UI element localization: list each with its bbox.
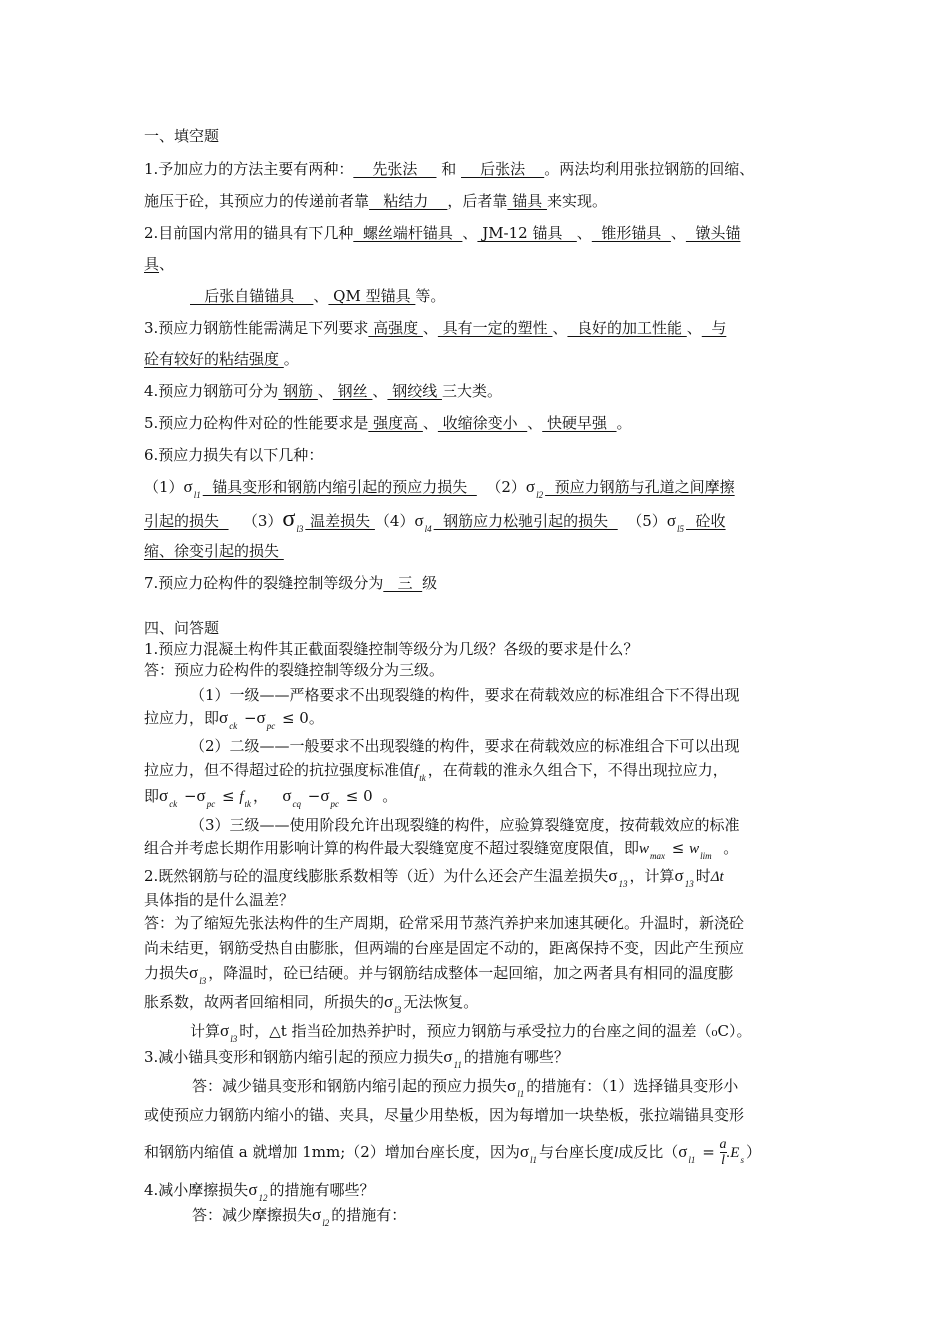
question-6-title: 6.预应力损失有以下几种：	[144, 446, 324, 464]
answer-blank: 与	[701, 319, 727, 337]
section-title-fill-blank: 一、填空题	[144, 127, 220, 145]
question-2-line-2: 具、	[144, 255, 175, 273]
answer-blank: 锥形锚具	[591, 224, 671, 242]
answer-blank: 砼有较好的粘结强度	[144, 350, 284, 368]
qa3-answer-2: 或使预应力钢筋内缩小的锚、夹具，尽量少用垫板，因为每增加一块垫板，张拉端锚具变形	[144, 1106, 745, 1124]
answer-blank: 锚具	[507, 192, 547, 210]
answer-blank: 高强度	[368, 319, 423, 337]
qa1-level-1-b: 拉应力，即$\sigma_{ck} -\sigma_{pc} \le 0$。	[144, 708, 324, 731]
answer-blank: 螺丝端杆锚具	[353, 224, 463, 242]
qa1-level-2-b: 拉应力，但不得超过砼的抗拉强度标准值$f_{tk}$ ，在荷载的淮永久组合下，不得出现拉应力，	[144, 761, 728, 783]
qa4-question: 4.减小摩擦损失$\sigma_{12}$ 的措施有哪些？	[144, 1180, 375, 1203]
qa2-answer-3: 力损失$\sigma_{l3}$ ，降温时，砼已结硬。并与钢筋结成整体一起回缩，加之两者具有相同的温度膨	[144, 963, 734, 986]
answer-blank: 引起的损失	[144, 512, 229, 530]
answer-blank: 锚具变形和钢筋内缩引起的预应力损失	[202, 478, 477, 496]
answer-blank: JM-12 锚具	[477, 224, 577, 242]
question-2-line-1: 2.目前国内常用的锚具有下几种 螺丝端杆锚具 、 JM-12 锚具 、 锥形锚具 、 镦头锚	[144, 224, 741, 242]
question-1-line-2: 施压于砼，其预应力的传递前者靠 粘结力 ，后者靠 锚具 来实现。	[144, 192, 607, 210]
question-6-line-3	[144, 541, 284, 561]
answer-blank: 先张法	[353, 160, 437, 178]
qa1-level-3-a: （3）三级——使用阶段允许出现裂缝的构件，应验算裂缝宽度，按荷载效应的标准	[190, 816, 740, 834]
question-2-line-3: 后张自锚锚具 、 QM 型锚具 等。	[190, 287, 446, 305]
section-title-qa: 四、问答题	[144, 619, 220, 637]
qa1-level-2-a: （2）二级——一般要求不出现裂缝的构件，要求在荷载效应的标准组合下可以出现	[190, 737, 740, 755]
answer-blank: 钢筋	[278, 382, 318, 400]
question-3-line-2: 砼有较好的粘结强度 。	[144, 350, 299, 368]
fraction-a-over-l: $\frac{a}{l}$	[719, 1137, 727, 1168]
answer-blank: 后张自锚锚具	[190, 287, 314, 305]
question-6-line-2: 引起的损失 $(3)\sigma_{l3}$ 温差损失 $(4)\sigma_{l4}$ 钢筋应力松驰引起的损失 $(5)\sigma_{l5}$ 砼收	[144, 506, 726, 534]
question-5: 5.预应力砼构件对砼的性能要求是 强度高 、 收缩徐变小 、 快硬早强 。	[144, 414, 632, 432]
answer-blank: 三	[383, 574, 423, 592]
qa1-answer-intro: 答：预应力砼构件的裂缝控制等级分为三级。	[144, 661, 445, 679]
question-3-line-1: 3.预应力钢筋性能需满足下列要求 高强度 、 具有一定的塑性 、 良好的加工性能 、 与	[144, 319, 727, 337]
question-4: 4.预应力钢筋可分为 钢筋 、 钢丝 、 钢绞线 三大类。	[144, 382, 502, 400]
qa2-answer-2: 尚未结更，钢筋受热自由膨胀，但两端的台座是固定不动的，距离保持不变，因此产生预应	[144, 939, 745, 957]
qa2-answer-5: 计算$\sigma_{l3}$ 时，△t 指当砼加热养护时，预应力钢筋与承受拉力的台座之间的温差（₀C）。	[190, 1021, 752, 1044]
answer-blank: 快硬早强	[542, 414, 617, 432]
answer-blank: 良好的加工性能	[567, 319, 687, 337]
qa1-question: 1.预应力混凝土构件其正截面裂缝控制等级分为几级？各级的要求是什么？	[144, 640, 639, 658]
answer-blank: 强度高	[368, 414, 423, 432]
qa3-answer-3: 和钢筋内缩值 a 就增加 1mm;（2）增加台座长度，因为$\sigma_{l1}$ 与台座长度l成反比（$\sigma_{l1} = \frac{a}{l}$ $.E_s$ ）	[144, 1137, 761, 1168]
answer-blank: 收缩徐变小	[437, 414, 528, 432]
answer-blank: 预应力钢筋与孔道之间摩擦	[545, 478, 735, 496]
qa1-level-2-c: 即$\sigma_{ck} -\sigma_{pc} \le f_{tk}$ ， $\sigma_{cq} -\sigma_{pc} \le 0$ 。	[144, 786, 398, 809]
answer-blank: 钢绞线	[387, 382, 442, 400]
answer-blank: 缩、徐变引起的损失	[144, 542, 284, 560]
answer-blank: 钢丝	[332, 382, 373, 400]
qa3-question: 3.减小锚具变形和钢筋内缩引起的预应力损失$\sigma_{11}$ 的措施有哪些？	[144, 1047, 569, 1070]
question-6-line-1: $(1)\sigma_{l1}$ 锚具变形和钢筋内缩引起的预应力损失 $(2)\sigma_{l2}$ 预应力钢筋与孔道之间摩擦	[144, 477, 735, 500]
qa2-answer-4: 胀系数，故两者回缩相同，所损失的$\sigma_{l3}$ 无法恢复。	[144, 992, 479, 1015]
answer-blank: 温差损失	[305, 512, 375, 530]
question-1-line-1: 1.予加应力的方法主要有两种： 先张法 和 后张法 。两法均利用张拉钢筋的回缩、	[144, 160, 755, 178]
qa2-question-a: 2.既然钢筋与砼的温度线膨胀系数相等（近）为什么还会产生温差损失$\sigma_{13}$ ，计算$\sigma_{13}$ 时Δt	[144, 866, 724, 889]
answer-blank: QM 型锚具	[328, 287, 416, 305]
qa3-answer-1: 答：减少锚具变形和钢筋内缩引起的预应力损失$\sigma_{l1}$ 的措施有：（1）选择锚具变形小	[192, 1076, 739, 1099]
answer-blank: 具有一定的塑性	[437, 319, 553, 337]
qa1-level-3-b: 组合并考虑长期作用影响计算的构件最大裂缝宽度不超过裂缝宽度限值，即$w_{max} \le w_{lim}$ 。	[144, 839, 739, 861]
answer-blank: 后张法	[461, 160, 545, 178]
question-7: 7.预应力砼构件的裂缝控制等级分为 三 级	[144, 574, 438, 592]
answer-blank: 镦头锚	[685, 224, 741, 242]
qa2-question-b: 具体指的是什么温差？	[144, 891, 295, 909]
qa1-level-1-a: （1）一级——严格要求不出现裂缝的构件，要求在荷载效应的标准组合下不得出现	[190, 686, 740, 704]
qa2-answer-1: 答：为了缩短先张法构件的生产周期，砼常采用节蒸汽养护来加速其硬化。升温时，新浇砼	[144, 914, 745, 932]
answer-blank: 粘结力	[369, 192, 448, 210]
answer-blank: 砼收	[686, 512, 726, 530]
qa4-answer-1: 答：减少摩擦损失$\sigma_{l2}$ 的措施有：	[192, 1205, 407, 1228]
answer-blank: 钢筋应力松驰引起的损失	[433, 512, 618, 530]
